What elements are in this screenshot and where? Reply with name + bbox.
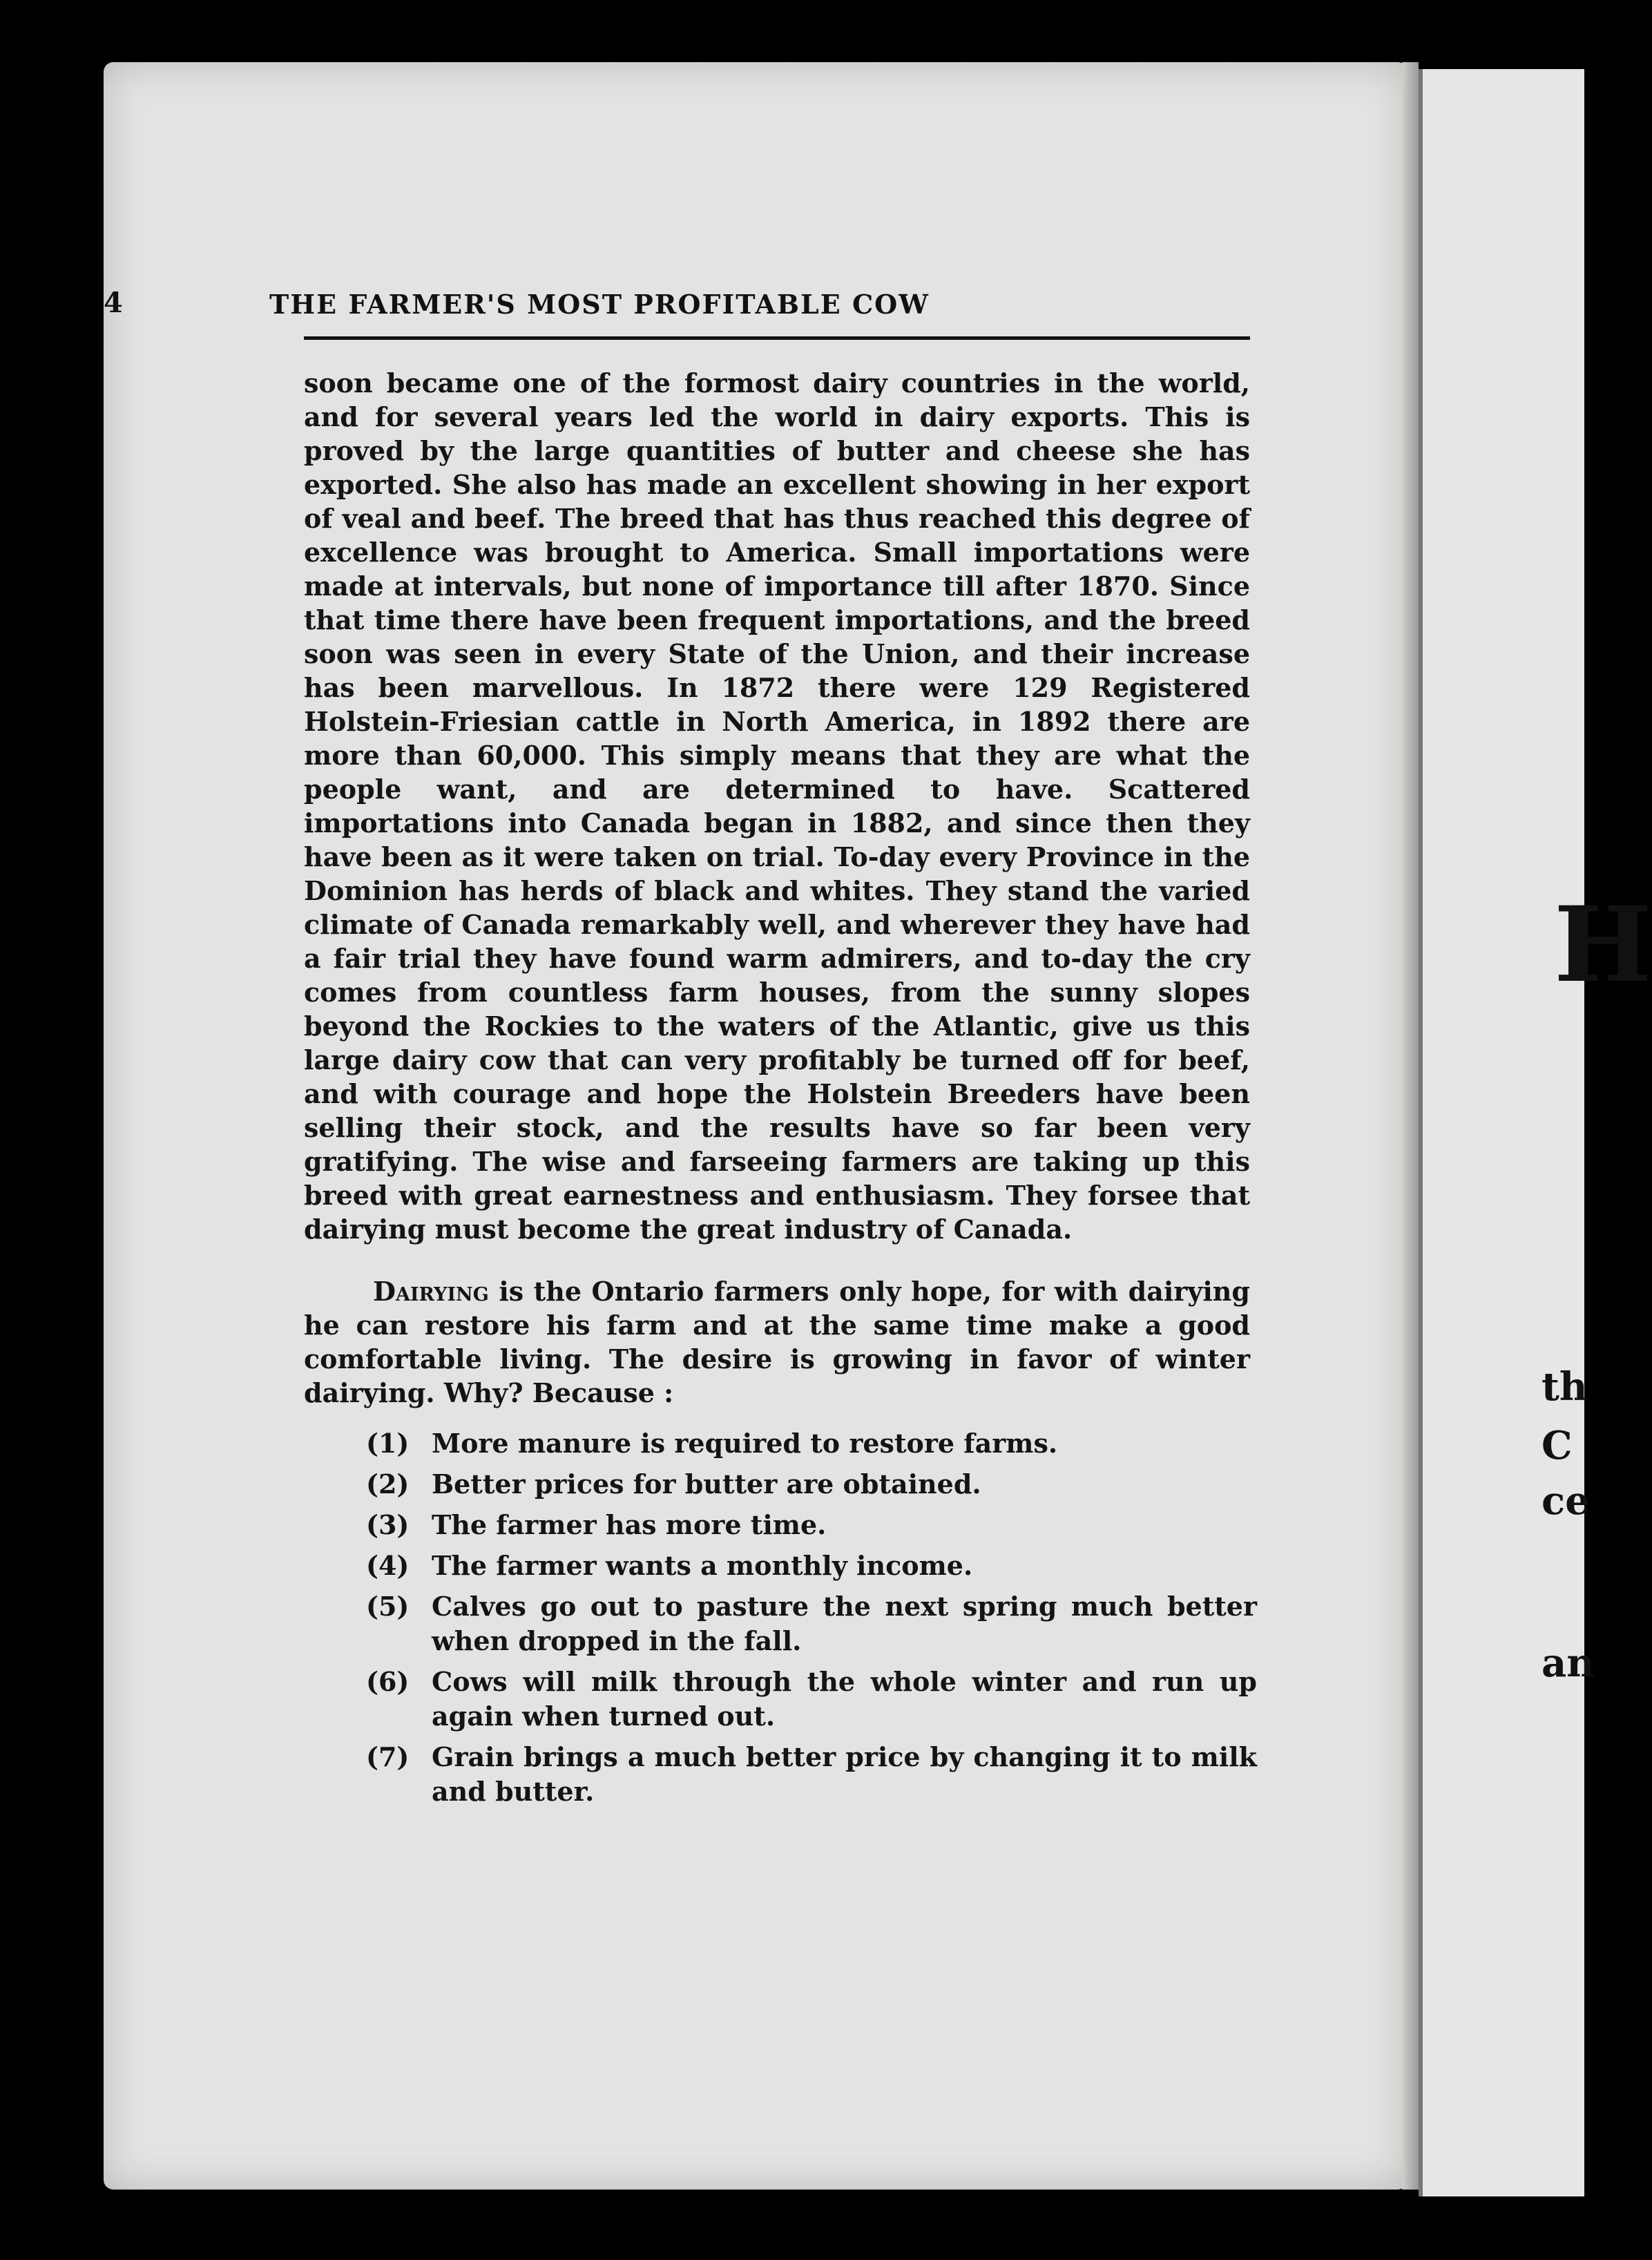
- paragraph-2: [304, 1274, 1250, 1410]
- adjacent-page-fragment: an: [1541, 1640, 1595, 1686]
- list-item-text: Calves go out to pasture the next spring much better when dropped in the fall.: [432, 1591, 1257, 1656]
- adjacent-page-fragment: ce: [1541, 1478, 1590, 1524]
- list-item-number: (3): [366, 1509, 410, 1540]
- adjacent-page-fragment: th: [1541, 1364, 1588, 1410]
- list-item-number: (7): [366, 1741, 410, 1772]
- list-item-text: Grain brings a much better price by changing it to milk and butter.: [432, 1741, 1257, 1807]
- list-item: [366, 1508, 1257, 1542]
- adjacent-page-fragment: H: [1554, 884, 1652, 1006]
- list-item-number: (1): [366, 1428, 410, 1459]
- adjacent-page-fragment: C: [1541, 1423, 1573, 1468]
- paragraph-1: soon became one of the formost dairy countries in the world, and for several years led the world in dairy exports. This is proved by the large quantities of butter and cheese she has exported. She also has made an excellent showing in her export of veal and beef. The breed that has thus reached this degree of excellence was brought to America. Small importations were made at intervals, but none of importance till after 1870. Since that time there have been frequent importations, and the breed soon was seen in every State of the Union, and their increase has been marvellous. In 1872 there were 129 Registered Holstein-Friesian cattle in North America, in 1892 there are more than 60,000. This simply means that they are what the people want, and are determined to have. Scattered importations into Canada began in 1882, and since then they have been as it were taken on trial. To-day every Province in the Dominion has herds of black and whites. They stand the varied climate of Canada remarkably well, and wherever they have had a fair trial they have found warm admirers, and to-day the cry comes from countless farm houses, from the sunny slopes beyond the Rockies to the waters of the Atlantic, give us this large dairy cow that can very profitably be turned off for beef, and with courage and hope the Holstein Breeders have been selling their stock, and the results have so far been very gratifying. The wise and farseeing farmers are taking up this breed with great earnestness and enthusiasm. They forsee that dairying must become the great industry of Canada.: [304, 367, 1250, 1245]
- page-number: 4: [104, 287, 123, 319]
- list-item: [366, 1665, 1257, 1734]
- list-item-text: Better prices for butter are obtained.: [432, 1468, 981, 1500]
- paragraph-2-lead: Dairying: [373, 1276, 489, 1307]
- list-item: [366, 1740, 1257, 1809]
- list-item-number: (4): [366, 1550, 410, 1581]
- list-item: [366, 1589, 1257, 1658]
- list-item: [366, 1467, 1257, 1502]
- list-item-text: More manure is required to restore farms.: [432, 1428, 1058, 1459]
- running-head: THE FARMER'S MOST PROFITABLE COW: [269, 289, 930, 320]
- reasons-list: [366, 1426, 1257, 1815]
- adjacent-page: [1419, 69, 1584, 2196]
- paragraph-2-text: is the Ontario farmers only hope, for with dairying he can restore his farm and at the same time make a good comfortable living. The desire is growing in favor of winter dairying. Why? Because :: [304, 1276, 1250, 1408]
- list-item-number: (2): [366, 1468, 410, 1500]
- list-item-text: Cows will milk through the whole winter and run up again when turned out.: [432, 1666, 1257, 1732]
- list-item-text: The farmer has more time.: [432, 1509, 827, 1540]
- list-item-number: (5): [366, 1591, 410, 1622]
- list-item-text: The farmer wants a monthly income.: [432, 1550, 973, 1581]
- header-rule: [304, 336, 1250, 340]
- list-item-number: (6): [366, 1666, 410, 1697]
- page-gutter: [1402, 62, 1419, 2190]
- list-item: [366, 1549, 1257, 1583]
- list-item: [366, 1426, 1257, 1461]
